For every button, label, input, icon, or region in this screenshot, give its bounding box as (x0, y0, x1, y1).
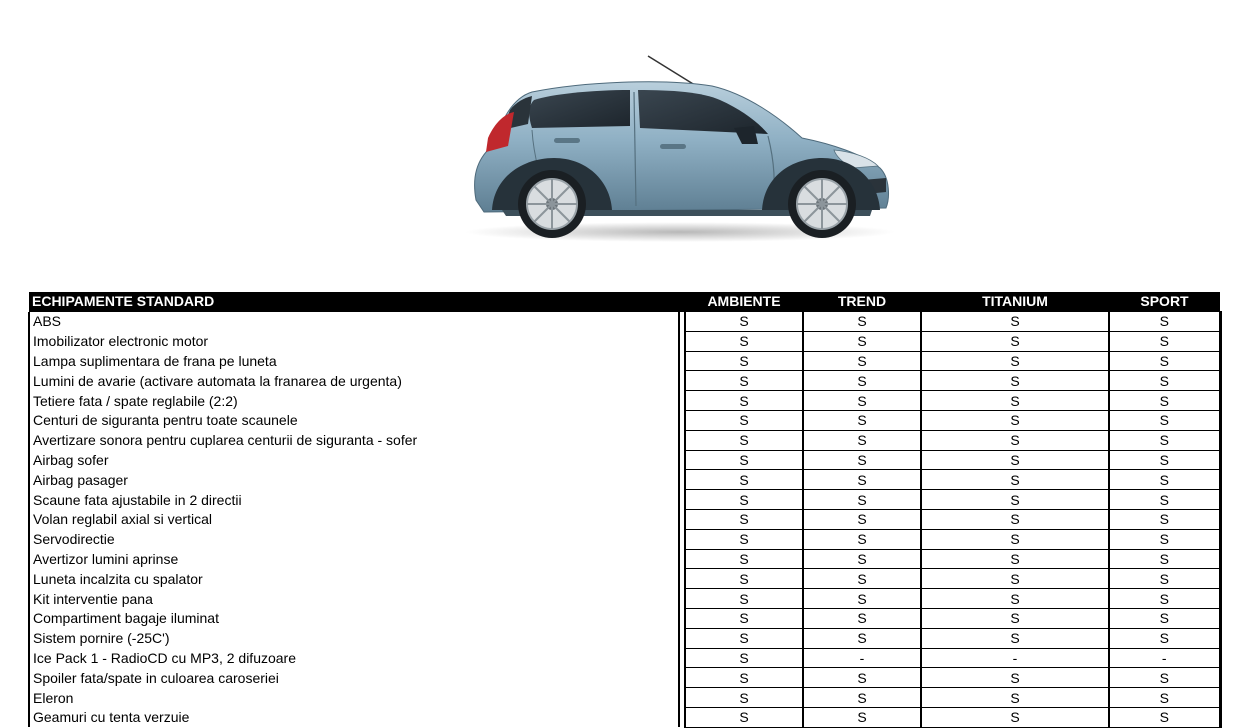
row-label: ABS (29, 312, 679, 332)
cell-sport: S (1109, 312, 1220, 332)
cell-sport: S (1109, 589, 1220, 609)
table-row (29, 648, 1220, 668)
cell-titanium: S (921, 450, 1109, 470)
cell-trend: S (803, 529, 921, 549)
table-row (29, 430, 1220, 450)
cell-ambiente: S (685, 589, 803, 609)
cell-trend: S (803, 688, 921, 708)
cell-trend: S (803, 312, 921, 332)
cell-titanium: S (921, 668, 1109, 688)
cell-sport: S (1109, 608, 1220, 628)
equipment-table (28, 292, 1222, 728)
row-label: Imobilizator electronic motor (29, 331, 679, 351)
cell-trend: S (803, 490, 921, 510)
header-ambiente: AMBIENTE (685, 292, 803, 312)
cell-titanium: S (921, 351, 1109, 371)
cell-titanium: S (921, 549, 1109, 569)
cell-ambiente: S (685, 529, 803, 549)
cell-sport: S (1109, 549, 1220, 569)
table-row (29, 371, 1220, 391)
cell-ambiente: S (685, 331, 803, 351)
row-label: Servodirectie (29, 529, 679, 549)
table-row (29, 529, 1220, 549)
table-row (29, 490, 1220, 510)
table-row (29, 688, 1220, 708)
cell-sport: S (1109, 470, 1220, 490)
row-label: Ice Pack 1 - RadioCD cu MP3, 2 difuzoare (29, 648, 679, 668)
table-row (29, 707, 1220, 727)
cell-titanium: - (921, 648, 1109, 668)
table-row (29, 391, 1220, 411)
row-label: Geamuri cu tenta verzuie (29, 707, 679, 727)
row-label: Lampa suplimentara de frana pe luneta (29, 351, 679, 371)
cell-trend: S (803, 470, 921, 490)
cell-ambiente: S (685, 628, 803, 648)
cell-sport: S (1109, 430, 1220, 450)
header-equipment: ECHIPAMENTE STANDARD (29, 292, 679, 312)
cell-ambiente: S (685, 312, 803, 332)
cell-sport: S (1109, 490, 1220, 510)
row-label: Kit interventie pana (29, 589, 679, 609)
cell-ambiente: S (685, 608, 803, 628)
cell-titanium: S (921, 371, 1109, 391)
row-label: Centuri de siguranta pentru toate scaunele (29, 410, 679, 430)
row-label: Volan reglabil axial si vertical (29, 509, 679, 529)
row-label: Airbag pasager (29, 470, 679, 490)
cell-titanium: S (921, 410, 1109, 430)
row-label: Luneta incalzita cu spalator (29, 569, 679, 589)
row-label: Lumini de avarie (activare automata la franarea de urgenta) (29, 371, 679, 391)
cell-ambiente: S (685, 450, 803, 470)
cell-sport: S (1109, 688, 1220, 708)
cell-ambiente: S (685, 371, 803, 391)
row-label: Eleron (29, 688, 679, 708)
cell-trend: S (803, 707, 921, 727)
cell-trend: S (803, 589, 921, 609)
cell-sport: S (1109, 529, 1220, 549)
row-label: Spoiler fata/spate in culoarea caroseriei (29, 668, 679, 688)
table-row (29, 668, 1220, 688)
cell-sport: S (1109, 707, 1220, 727)
cell-titanium: S (921, 509, 1109, 529)
cell-sport: S (1109, 569, 1220, 589)
cell-titanium: S (921, 589, 1109, 609)
table-row (29, 509, 1220, 529)
cell-ambiente: S (685, 470, 803, 490)
cell-titanium: S (921, 707, 1109, 727)
cell-sport: S (1109, 371, 1220, 391)
cell-trend: S (803, 450, 921, 470)
cell-trend: S (803, 331, 921, 351)
cell-ambiente: S (685, 430, 803, 450)
cell-trend: S (803, 668, 921, 688)
table-row (29, 331, 1220, 351)
cell-ambiente: S (685, 688, 803, 708)
cell-sport: S (1109, 509, 1220, 529)
cell-titanium: S (921, 569, 1109, 589)
cell-trend: S (803, 628, 921, 648)
table-row (29, 470, 1220, 490)
table-row (29, 628, 1220, 648)
front-wheel (788, 170, 856, 238)
cell-titanium: S (921, 490, 1109, 510)
cell-sport: S (1109, 450, 1220, 470)
cell-trend: S (803, 430, 921, 450)
cell-titanium: S (921, 331, 1109, 351)
cell-trend: S (803, 371, 921, 391)
cell-titanium: S (921, 688, 1109, 708)
cell-trend: S (803, 608, 921, 628)
table-row (29, 569, 1220, 589)
row-label: Tetiere fata / spate reglabile (2:2) (29, 391, 679, 411)
cell-ambiente: S (685, 410, 803, 430)
table-row (29, 549, 1220, 569)
cell-trend: S (803, 509, 921, 529)
cell-ambiente: S (685, 391, 803, 411)
cell-titanium: S (921, 628, 1109, 648)
cell-trend: S (803, 391, 921, 411)
row-label: Compartiment bagaje iluminat (29, 608, 679, 628)
table-row (29, 351, 1220, 371)
cell-trend: S (803, 410, 921, 430)
row-label: Avertizor lumini aprinse (29, 549, 679, 569)
cell-ambiente: S (685, 490, 803, 510)
cell-titanium: S (921, 470, 1109, 490)
cell-sport: S (1109, 410, 1220, 430)
header-titanium: TITANIUM (921, 292, 1109, 312)
cell-trend: S (803, 549, 921, 569)
cell-titanium: S (921, 430, 1109, 450)
cell-sport: S (1109, 391, 1220, 411)
table-row (29, 410, 1220, 430)
cell-sport: - (1109, 648, 1220, 668)
header-sport: SPORT (1109, 292, 1220, 312)
rear-wheel (518, 170, 586, 238)
cell-ambiente: S (685, 351, 803, 371)
table-header-row (29, 292, 1220, 312)
table-row (29, 608, 1220, 628)
cell-trend: - (803, 648, 921, 668)
cell-sport: S (1109, 351, 1220, 371)
cell-trend: S (803, 569, 921, 589)
table-row (29, 450, 1220, 470)
header-trend: TREND (803, 292, 921, 312)
table-row (29, 312, 1220, 332)
table-body (29, 312, 1220, 728)
row-label: Avertizare sonora pentru cuplarea centurii de siguranta - sofer (29, 430, 679, 450)
cell-sport: S (1109, 331, 1220, 351)
cell-titanium: S (921, 391, 1109, 411)
cell-ambiente: S (685, 569, 803, 589)
row-label: Sistem pornire (-25C') (29, 628, 679, 648)
cell-sport: S (1109, 628, 1220, 648)
cell-titanium: S (921, 608, 1109, 628)
cell-ambiente: S (685, 668, 803, 688)
cell-titanium: S (921, 312, 1109, 332)
cell-trend: S (803, 351, 921, 371)
row-label: Airbag sofer (29, 450, 679, 470)
car-image (462, 50, 902, 250)
cell-ambiente: S (685, 707, 803, 727)
car-illustration (462, 50, 902, 250)
cell-ambiente: S (685, 549, 803, 569)
cell-titanium: S (921, 529, 1109, 549)
cell-sport: S (1109, 668, 1220, 688)
cell-ambiente: S (685, 509, 803, 529)
row-label: Scaune fata ajustabile in 2 directii (29, 490, 679, 510)
cell-ambiente: S (685, 648, 803, 668)
table-row (29, 589, 1220, 609)
